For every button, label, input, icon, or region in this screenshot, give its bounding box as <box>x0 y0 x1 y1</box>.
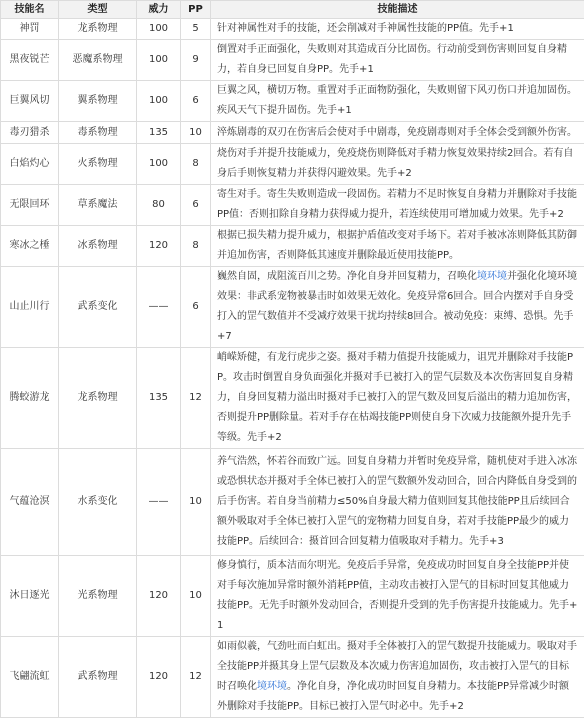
description-text: 淬炼剧毒的双刃在伤害后会使对手中剧毒，免疫剧毒则对手全体会受到额外伤害。 <box>217 127 577 138</box>
skill-power-cell: 135 <box>137 122 181 144</box>
skill-name-cell: 毒刃猎杀 <box>1 122 59 144</box>
skill-type-cell: 光系物理 <box>59 556 137 637</box>
skill-type-cell: 龙系物理 <box>59 19 137 40</box>
skill-name-cell: 白焰灼心 <box>1 144 59 185</box>
skill-pp-cell: 8 <box>181 144 211 185</box>
skill-pp-cell: 6 <box>181 185 211 226</box>
skill-description-cell <box>211 81 584 122</box>
skill-name-cell: 寒冰之棰 <box>1 226 59 267</box>
description-text: 倒置对手正面强化，失败则对其造成百分比固伤。行动前受到伤害则回复自身精力，若自身已回复自身PP。先手+1 <box>217 44 567 75</box>
skill-description-cell <box>211 348 584 449</box>
skill-power-cell: 80 <box>137 185 181 226</box>
header-skill-name: 技能名 <box>1 1 59 19</box>
skill-power-cell: —— <box>137 449 181 556</box>
skill-name-cell: 无限回环 <box>1 185 59 226</box>
description-text: 巍然自固，成阻流百川之势。净化自身并回复精力，召唤化 <box>217 271 477 282</box>
skill-description-cell <box>211 40 584 81</box>
description-text: 。净化自身，净化成功时回复自身精力。本技能PP异常减少时额外删除对手技能PP。目标已被打入罡气时必中。先手+2 <box>217 681 569 712</box>
skill-description-cell <box>211 185 584 226</box>
skill-type-cell: 武系物理 <box>59 637 137 718</box>
description-text: 烧伤对手并提升技能威力，免疫烧伤则降低对手精力恢复效果持续2回合。若有自身后手则恢复精力并获得闪避效果。先手+2 <box>217 148 573 179</box>
skill-name-cell: 沐日逐光 <box>1 556 59 637</box>
skill-description-cell <box>211 122 584 144</box>
skill-type-cell: 火系物理 <box>59 144 137 185</box>
skill-name-cell: 山止川行 <box>1 267 59 348</box>
skill-pp-cell: 6 <box>181 267 211 348</box>
skill-type-cell: 翼系物理 <box>59 81 137 122</box>
skill-type-cell: 龙系物理 <box>59 348 137 449</box>
skill-power-cell: 120 <box>137 226 181 267</box>
skill-pp-cell: 10 <box>181 122 211 144</box>
table-row <box>1 267 584 348</box>
header-power: 威力 <box>137 1 181 19</box>
skill-description-cell <box>211 267 584 348</box>
description-text: 根据已损失精力提升威力，根据护盾值改变对手场下。若对手被冰冻则降低其防御并追加伤害，否则降低其速度并删除最近使用技能PP。 <box>217 230 577 261</box>
table-row <box>1 637 584 718</box>
table-row <box>1 556 584 637</box>
skill-type-cell: 毒系物理 <box>59 122 137 144</box>
skill-type-cell: 水系变化 <box>59 449 137 556</box>
skill-name-cell: 黑夜锐芒 <box>1 40 59 81</box>
skill-pp-cell: 12 <box>181 348 211 449</box>
table-row <box>1 81 584 122</box>
description-text: 巨翼之风，横切万物。重置对手正面物防强化，失败则留下风刃伤口并追加固伤。疾风天气下提升固伤。先手+1 <box>217 85 577 116</box>
skill-description-cell <box>211 637 584 718</box>
skill-power-cell: 120 <box>137 556 181 637</box>
header-type: 类型 <box>59 1 137 19</box>
table-body <box>1 19 584 718</box>
skill-description-cell <box>211 556 584 637</box>
table-header-row <box>1 1 584 19</box>
skill-description-cell <box>211 449 584 556</box>
skill-description-cell <box>211 226 584 267</box>
table-row <box>1 226 584 267</box>
skill-type-cell: 草系魔法 <box>59 185 137 226</box>
table-row <box>1 19 584 40</box>
table-row <box>1 122 584 144</box>
skill-name-cell: 腾蛟游龙 <box>1 348 59 449</box>
skill-name-cell: 飞翩流虹 <box>1 637 59 718</box>
skill-name-cell: 气蕴沧溟 <box>1 449 59 556</box>
description-text: 峭嵘矫健，有龙行虎步之姿。摄对手精力值提升技能威力，诅咒并删除对手技能PP。攻击时倒置自身负面强化并摄对手已被打入的罡气层数及本次伤害回复自身精力，自身回复精力溢出时摄对手已被打入的罡气数及回复后溢出的精力追加伤害，否则提升PP删除量。若对手存在枯竭技能PP则使自身下次威力技能额外提升先手等级。先手+2 <box>217 352 577 443</box>
skill-power-cell: 120 <box>137 637 181 718</box>
table-row <box>1 144 584 185</box>
skill-power-cell: —— <box>137 267 181 348</box>
skill-type-cell: 恶魔系物理 <box>59 40 137 81</box>
skill-power-cell: 100 <box>137 19 181 40</box>
description-text: 并强化化境环境效果：非武系宠物被暴击时如效果无效化。免疫异常6回合。回合内摆对手自身受打入的罡气数值并不受减疗效果干扰均持续8回合。被动免疫：束缚、恐惧。先手+7 <box>217 271 577 342</box>
header-pp: PP <box>181 1 211 19</box>
skill-pp-cell: 10 <box>181 556 211 637</box>
description-highlight: 境环境 <box>477 271 507 282</box>
skill-power-cell: 135 <box>137 348 181 449</box>
table-row <box>1 40 584 81</box>
skill-pp-cell: 12 <box>181 637 211 718</box>
skill-power-cell: 100 <box>137 144 181 185</box>
skill-type-cell: 武系变化 <box>59 267 137 348</box>
description-text: 如雨似羲，气劲吐而白虹出。摄对手全体被打入的罡气数提升技能威力。吸取对手全技能PP并摄其身上罡气层数及本次威力伤害追加固伤，攻击被打入罡气的目标时召唤化 <box>217 641 577 692</box>
description-highlight: 境环境 <box>257 681 287 692</box>
skill-pp-cell: 9 <box>181 40 211 81</box>
skill-pp-cell: 6 <box>181 81 211 122</box>
table-row <box>1 449 584 556</box>
skill-name-cell: 神罚 <box>1 19 59 40</box>
table-row <box>1 348 584 449</box>
skill-name-cell: 巨翼风切 <box>1 81 59 122</box>
skill-pp-cell: 5 <box>181 19 211 40</box>
description-text: 养气浩然，怀若谷而致广远。回复自身精力并暂时免疫异常，随机使对手进入冰冻或恐惧状态并摄对手全体已被打入的罡气数额外发动回合，回合内降低自身受到的后手伤害。若自身当前精力≤50%自身最大精力值则回复其他技能PP且后续回合额外吸取对手全体已被打入罡气的宠物精力回复自身，若对手技能PP最少的威力技能PP。后续回合：摄首回合回复精力值吸取对手精力。先手+3 <box>217 456 577 547</box>
skill-power-cell: 100 <box>137 40 181 81</box>
description-text: 修身慎行，质本洁而尔明光。免疫后手异常，免疫成功时回复自身全技能PP并使对手每次施加异常时额外消耗PP值，主动攻击被打入罡气的目标时回复其他威力技能PP。无先手时额外发动回合，否则提升受到的先手伤害提升技能威力。先手+1 <box>217 560 577 631</box>
skill-type-cell: 冰系物理 <box>59 226 137 267</box>
header-description: 技能描述 <box>211 1 584 19</box>
description-text: 针对神属性对手的技能，还会削减对手神属性技能的PP值。先手+1 <box>217 23 514 34</box>
skill-pp-cell: 10 <box>181 449 211 556</box>
skill-pp-cell: 8 <box>181 226 211 267</box>
table-row <box>1 185 584 226</box>
skill-description-cell <box>211 19 584 40</box>
description-text: 寄生对手。寄生失败则造成一段固伤。若精力不足时恢复自身精力并删除对手技能PP值：否则扣除自身精力获得威力提升，若连续使用可增加威力效果。先手+2 <box>217 189 577 220</box>
skill-description-cell <box>211 144 584 185</box>
skill-power-cell: 100 <box>137 81 181 122</box>
